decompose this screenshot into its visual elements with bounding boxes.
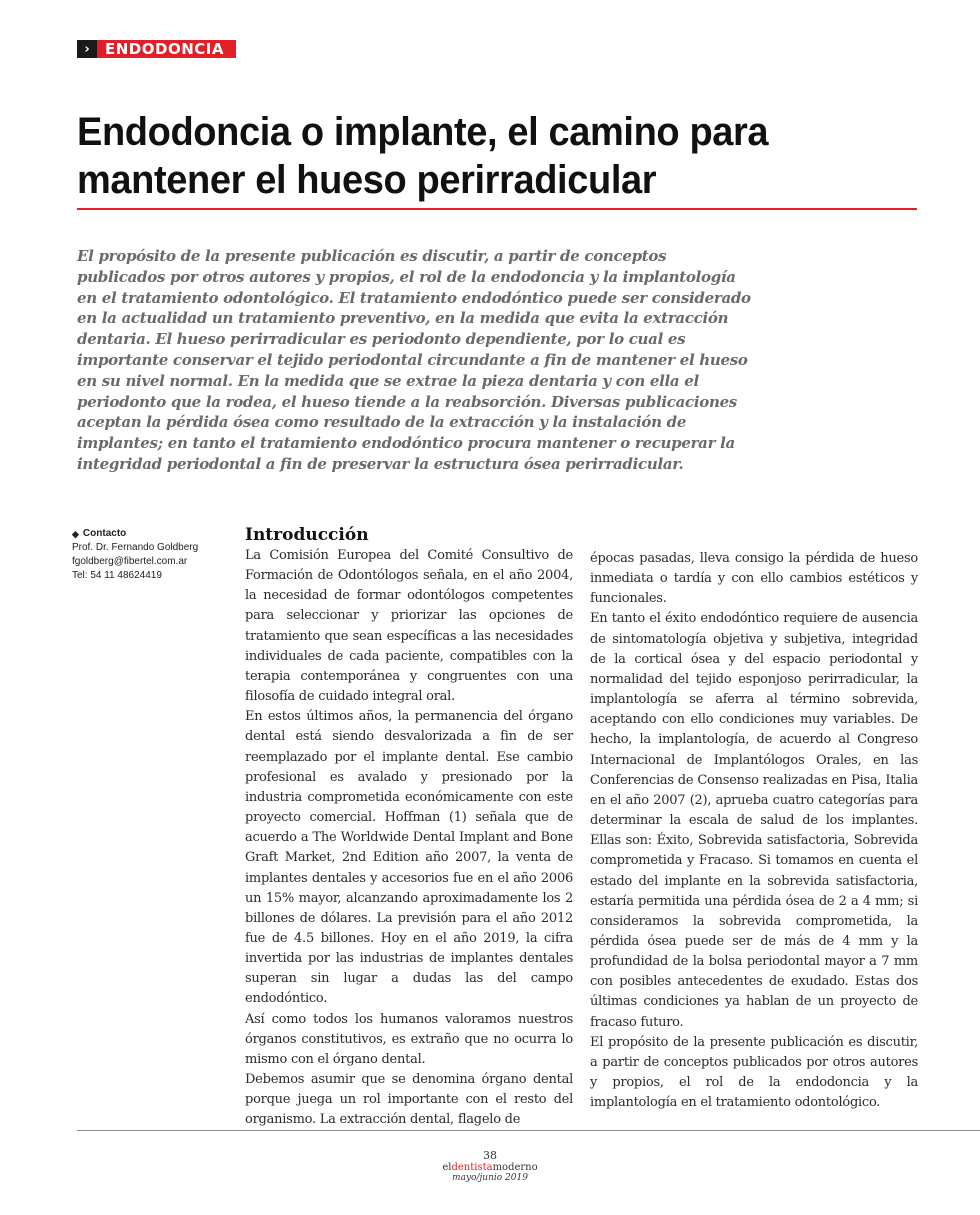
body-column-left bbox=[245, 546, 573, 1131]
article-abstract: El propósito de la presente publicación es discutir, a partir de conceptos publicados por otros autores y propios, el rol de la endodoncia y la implantología en el tratamiento odontológico. El tratamiento endodóntico puede ser considerado en la actualidad un tratamiento preventivo, en la medida que evita la extracción dentaria. El hueso perirradicular es periodonto dependiente, por lo cual es importante conservar el tejido periodontal circundante a fin de mantener el hueso en su nivel normal. En la medida que se extrae la pieza dentaria y con ella el periodonto que la rodea, el hueso tiende a la reabsorción. Diversas publicaciones aceptan la pérdida ósea como resultado de la extracción y la instalación de implantes; en tanto el tratamiento endodóntico procura mantener o recuperar la integridad periodontal a fin de preservar la estructura ósea perirradicular. bbox=[77, 247, 751, 473]
body-column-right bbox=[590, 549, 918, 1113]
section-label: ENDODONCIA bbox=[97, 40, 236, 58]
paragraph: La Comisión Europea del Comité Consultivo de Formación de Odontólogos señala, en el año 2004, la necesidad de formar odontólogos competentes para seleccionar y priorizar las opciones de tratamiento que sean específicas a las necesidades individuales de cada paciente, compatibles con la terapia contemporánea y congruentes con una filosofía de cuidado integral oral. bbox=[245, 548, 573, 705]
magazine-name bbox=[390, 1162, 590, 1173]
contact-phone: Tel: 54 11 48624419 bbox=[72, 570, 162, 581]
footer-divider bbox=[77, 1130, 980, 1131]
page-number: 38 bbox=[483, 1149, 497, 1162]
contact-box bbox=[72, 527, 242, 583]
paragraph: En estos últimos años, la permanencia del órgano dental está siendo desvalorizada a fin de ser reemplazado por el implante dental. Ese cambio profesional es avalado y presionado por la industria comprometida económicamente con este proyecto comercial. Hoffman (1) señala que de acuerdo a The Worldwide Dental Implant and Bone Graft Market, 2nd Edition año 2007, la venta de implantes dentales y accesorios fue en el año 2006 un 15% mayor, alcanzando aproximadamente los 2 billones de dólares. La previsión para el año 2012 fue de 4.5 billones. Hoy en el año 2019, la cifra invertida por las industrias de implantes dentales superan sin lugar a dudas las del campo endodóntico. bbox=[245, 709, 573, 1007]
chevron-right-icon: › bbox=[77, 40, 97, 58]
paragraph: Debemos asumir que se denomina órgano dental porque juega un rol importante con el resto del organismo. La extracción dental, flagelo de bbox=[245, 1072, 573, 1128]
paragraph: En tanto el éxito endodóntico requiere de ausencia de sintomatología objetiva y subjetiva, integridad de la cortical ósea y del espacio periodontal y normalidad del tejido esponjoso perirradicular, la implantología se aferra al término sobrevida, aceptando con ello condiciones muy variables. De hecho, la implantología, de acuerdo al Congreso Internacional de Implantólogos Orales, en las Conferencias de Consenso realizadas en Pisa, Italia en el año 2007 (2), aprueba cuatro categorías para determinar la escala de salud de los implantes. Ellas son: Éxito, Sobrevida satisfactoria, Sobrevida comprometida y Fracaso. Si tomamos en cuenta el estado del implante en la sobrevida satisfactoria, estaría permitida una pérdida ósea de 2 a 4 mm; si consideramos la sobrevida comprometida, la pérdida ósea puede ser de más de 4 mm y la profundidad de la bolsa periodontal mayor a 7 mm con posibles antecedentes de exudado. Estas dos últimas condiciones ya hablan de un proyecto de fracaso futuro. bbox=[590, 611, 918, 1030]
issue-date: mayo/junio 2019 bbox=[452, 1173, 528, 1183]
section-tag bbox=[77, 40, 236, 58]
paragraph: épocas pasadas, lleva consigo la pérdida de hueso inmediata o tardía y con ello cambios estéticos y funcionales. bbox=[590, 551, 918, 607]
diamond-icon: ◆ bbox=[72, 529, 79, 539]
contact-name: Prof. Dr. Fernando Goldberg bbox=[72, 542, 199, 553]
page-footer bbox=[390, 1150, 590, 1183]
article-title: Endodoncia o implante, el camino para mantener el hueso perirradicular bbox=[77, 110, 769, 202]
magazine-name-end: moderno bbox=[492, 1162, 538, 1173]
magazine-name-middle: dentista bbox=[451, 1162, 493, 1173]
title-underline bbox=[77, 208, 917, 210]
contact-heading bbox=[72, 527, 242, 541]
magazine-name-start: el bbox=[442, 1162, 452, 1173]
paragraph: El propósito de la presente publicación es discutir, a partir de conceptos publicados por otros autores y propios, el rol de la endodoncia y la implantología en el tratamiento odontológico. bbox=[590, 1034, 918, 1111]
section-heading-introduccion: Introducción bbox=[245, 525, 369, 545]
paragraph: Así como todos los humanos valoramos nuestros órganos constitutivos, es extraño que no ocurra lo mismo con el órgano dental. bbox=[245, 1011, 573, 1067]
contact-heading-label: Contacto bbox=[82, 528, 127, 539]
contact-email: fgoldberg@fibertel.com.ar bbox=[72, 556, 188, 567]
